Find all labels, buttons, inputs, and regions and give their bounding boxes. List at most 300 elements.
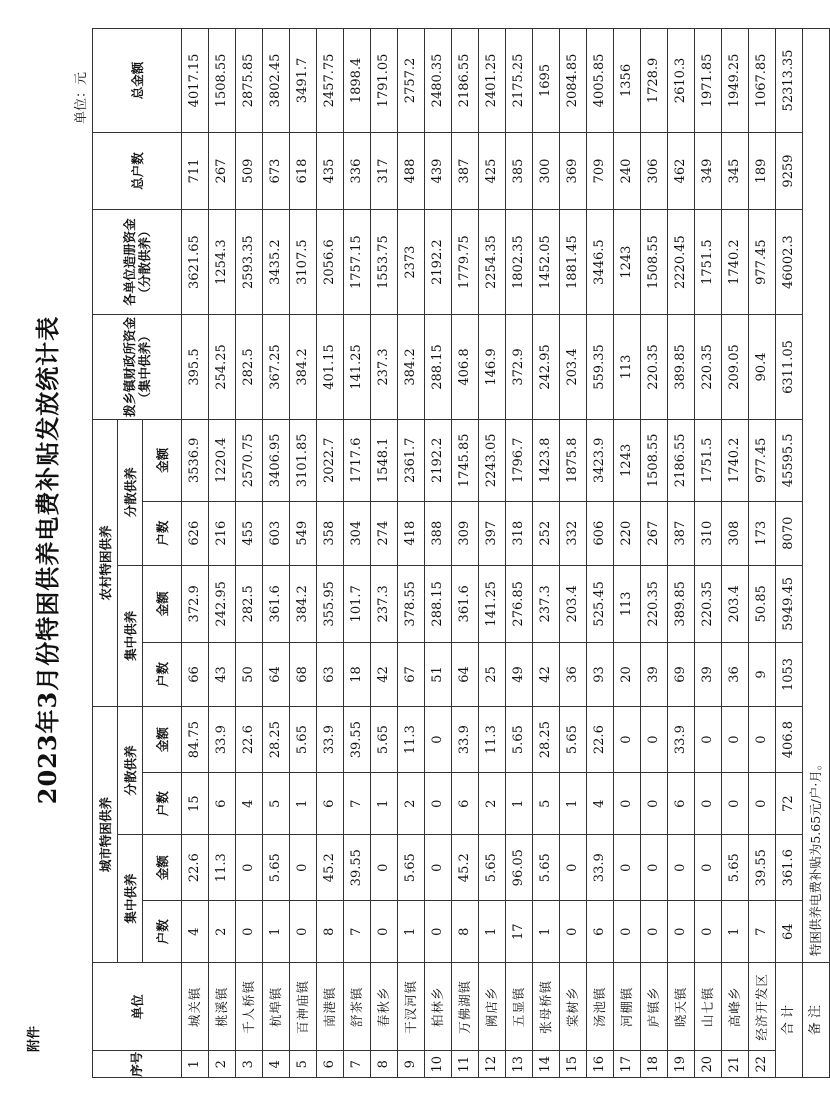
table-row xyxy=(695,29,722,1078)
cell: 5 xyxy=(533,773,560,835)
row-seq: 6 xyxy=(317,1051,344,1078)
cell: 0 xyxy=(641,835,668,901)
row-unit-name: 棠树乡 xyxy=(560,963,587,1051)
cell: 46002.3 xyxy=(776,210,803,315)
cell: 242.95 xyxy=(533,315,560,420)
cell: 43 xyxy=(209,642,236,706)
cell: 4017.15 xyxy=(182,29,209,133)
cell: 1548.1 xyxy=(371,419,398,501)
cell: 1745.85 xyxy=(452,419,479,501)
cell: 0 xyxy=(236,835,263,901)
cell: 3423.9 xyxy=(587,419,614,501)
cell: 1751.5 xyxy=(695,419,722,501)
cell: 64 xyxy=(776,901,803,963)
cell: 0 xyxy=(668,835,695,901)
cell: 2022.7 xyxy=(317,419,344,501)
cell: 45.2 xyxy=(317,835,344,901)
header-households: 户数 xyxy=(143,901,182,963)
cell: 2757.2 xyxy=(398,29,425,133)
cell: 5.65 xyxy=(479,835,506,901)
cell: 310 xyxy=(695,501,722,565)
cell: 300 xyxy=(533,132,560,209)
cell: 3802.45 xyxy=(263,29,290,133)
cell: 349 xyxy=(695,132,722,209)
cell: 387 xyxy=(452,132,479,209)
cell: 378.55 xyxy=(398,565,425,642)
cell: 0 xyxy=(722,773,749,835)
cell: 345 xyxy=(722,132,749,209)
cell: 355.95 xyxy=(317,565,344,642)
note-label: 备 注 xyxy=(803,963,830,1078)
cell: 389.85 xyxy=(668,315,695,420)
cell: 1423.8 xyxy=(533,419,560,501)
cell: 7 xyxy=(344,901,371,963)
cell: 5.65 xyxy=(533,835,560,901)
cell: 5.65 xyxy=(290,707,317,773)
cell: 0 xyxy=(290,835,317,901)
cell: 488 xyxy=(398,132,425,209)
row-seq: 20 xyxy=(695,1051,722,1078)
cell: 0 xyxy=(371,901,398,963)
note-row xyxy=(803,29,830,1078)
cell: 1 xyxy=(290,773,317,835)
cell: 0 xyxy=(668,901,695,963)
table-row xyxy=(425,29,452,1078)
cell: 626 xyxy=(182,501,209,565)
cell: 0 xyxy=(560,835,587,901)
row-unit-name: 干汊河镇 xyxy=(398,963,425,1051)
table-row xyxy=(209,29,236,1078)
cell: 2361.7 xyxy=(398,419,425,501)
cell: 389.85 xyxy=(668,565,695,642)
cell: 33.9 xyxy=(587,835,614,901)
cell: 209.05 xyxy=(722,315,749,420)
cell: 455 xyxy=(236,501,263,565)
cell: 1881.45 xyxy=(560,210,587,315)
cell: 33.9 xyxy=(452,707,479,773)
row-seq: 2 xyxy=(209,1051,236,1078)
cell: 220 xyxy=(614,501,641,565)
cell: 2186.55 xyxy=(668,419,695,501)
cell: 304 xyxy=(344,501,371,565)
table-row xyxy=(452,29,479,1078)
cell: 439 xyxy=(425,132,452,209)
header-amount: 金额 xyxy=(143,707,182,773)
header-rural: 农村特困供养 xyxy=(93,419,118,706)
cell: 1243 xyxy=(614,419,641,501)
cell: 2 xyxy=(479,773,506,835)
cell: 0 xyxy=(236,901,263,963)
cell: 42 xyxy=(371,642,398,706)
cell: 18 xyxy=(344,642,371,706)
row-seq: 11 xyxy=(452,1051,479,1078)
cell: 7 xyxy=(344,773,371,835)
row-unit-name: 杭埠镇 xyxy=(263,963,290,1051)
cell: 96.05 xyxy=(506,835,533,901)
cell: 93 xyxy=(587,642,614,706)
cell: 203.4 xyxy=(560,315,587,420)
cell: 5.65 xyxy=(506,707,533,773)
cell: 1452.05 xyxy=(533,210,560,315)
cell: 0 xyxy=(695,773,722,835)
cell: 1740.2 xyxy=(722,419,749,501)
cell: 1053 xyxy=(776,642,803,706)
cell: 254.25 xyxy=(209,315,236,420)
cell: 384.2 xyxy=(398,315,425,420)
row-unit-name: 春秋乡 xyxy=(371,963,398,1051)
row-unit-name: 经济开发区 xyxy=(749,963,776,1051)
table-row xyxy=(560,29,587,1078)
cell: 141.25 xyxy=(479,565,506,642)
header-seq: 序号 xyxy=(93,1051,182,1078)
table-row xyxy=(290,29,317,1078)
cell: 0 xyxy=(641,707,668,773)
cell: 6 xyxy=(668,773,695,835)
cell: 0 xyxy=(695,901,722,963)
cell: 0 xyxy=(641,901,668,963)
cell: 66 xyxy=(182,642,209,706)
cell: 0 xyxy=(614,901,641,963)
cell: 2593.35 xyxy=(236,210,263,315)
cell: 2457.75 xyxy=(317,29,344,133)
cell: 387 xyxy=(668,501,695,565)
cell: 4 xyxy=(236,773,263,835)
cell: 33.9 xyxy=(209,707,236,773)
cell: 418 xyxy=(398,501,425,565)
cell: 0 xyxy=(749,707,776,773)
cell: 0 xyxy=(425,835,452,901)
cell: 2056.6 xyxy=(317,210,344,315)
cell: 1757.15 xyxy=(344,210,371,315)
cell: 2875.85 xyxy=(236,29,263,133)
row-unit-name: 百神庙镇 xyxy=(290,963,317,1051)
cell: 1356 xyxy=(614,29,641,133)
table-row xyxy=(749,29,776,1078)
row-seq: 16 xyxy=(587,1051,614,1078)
row-unit-name: 桃溪镇 xyxy=(209,963,236,1051)
cell: 336 xyxy=(344,132,371,209)
cell: 0 xyxy=(614,773,641,835)
cell: 3435.2 xyxy=(263,210,290,315)
table-row xyxy=(641,29,668,1078)
cell: 1779.75 xyxy=(452,210,479,315)
cell: 0 xyxy=(425,773,452,835)
cell: 6 xyxy=(452,773,479,835)
row-seq: 15 xyxy=(560,1051,587,1078)
cell: 4 xyxy=(587,773,614,835)
cell: 9 xyxy=(749,642,776,706)
cell: 8 xyxy=(452,901,479,963)
cell: 141.25 xyxy=(344,315,371,420)
cell: 1220.4 xyxy=(209,419,236,501)
cell: 220.35 xyxy=(695,315,722,420)
cell: 1802.35 xyxy=(506,210,533,315)
cell: 618 xyxy=(290,132,317,209)
table-body xyxy=(182,29,776,1078)
cell: 3536.9 xyxy=(182,419,209,501)
table-row xyxy=(722,29,749,1078)
cell: 6 xyxy=(587,901,614,963)
cell: 1 xyxy=(371,773,398,835)
cell: 11.3 xyxy=(209,835,236,901)
cell: 3491.7 xyxy=(290,29,317,133)
cell: 51 xyxy=(425,642,452,706)
cell: 1728.9 xyxy=(641,29,668,133)
row-unit-name: 张母桥镇 xyxy=(533,963,560,1051)
cell: 3406.95 xyxy=(263,419,290,501)
header-amount: 金额 xyxy=(143,835,182,901)
cell: 5.65 xyxy=(263,835,290,901)
cell: 306 xyxy=(641,132,668,209)
cell: 282.5 xyxy=(236,315,263,420)
cell: 369 xyxy=(560,132,587,209)
row-seq: 12 xyxy=(479,1051,506,1078)
cell: 203.4 xyxy=(560,565,587,642)
row-seq: 22 xyxy=(749,1051,776,1078)
cell: 220.35 xyxy=(641,315,668,420)
cell: 52313.35 xyxy=(776,29,803,133)
cell: 388 xyxy=(425,501,452,565)
cell: 462 xyxy=(668,132,695,209)
unit-label: 单位：元 xyxy=(74,72,89,125)
table-row xyxy=(236,29,263,1078)
cell: 406.8 xyxy=(776,707,803,773)
cell: 242.95 xyxy=(209,565,236,642)
table-row xyxy=(371,29,398,1078)
header-amount: 金额 xyxy=(143,419,182,501)
header-town-fund: 拨乡镇财政所资金（集中供养） xyxy=(93,315,182,420)
cell: 406.8 xyxy=(452,315,479,420)
row-seq: 13 xyxy=(506,1051,533,1078)
header-urban-centralized: 集中供养 xyxy=(118,835,143,963)
table-row xyxy=(263,29,290,1078)
attachment-label: 附件 xyxy=(27,1026,42,1053)
cell: 39.55 xyxy=(749,835,776,901)
cell: 0 xyxy=(290,901,317,963)
cell: 237.3 xyxy=(533,565,560,642)
cell: 90.4 xyxy=(749,315,776,420)
row-seq: 4 xyxy=(263,1051,290,1078)
cell: 1553.75 xyxy=(371,210,398,315)
row-unit-name: 晓天镇 xyxy=(668,963,695,1051)
cell: 2401.25 xyxy=(479,29,506,133)
cell: 189 xyxy=(749,132,776,209)
cell: 606 xyxy=(587,501,614,565)
header-urban-dispersed: 分散供养 xyxy=(118,707,143,835)
table-row xyxy=(398,29,425,1078)
cell: 1740.2 xyxy=(722,210,749,315)
cell: 101.7 xyxy=(344,565,371,642)
cell: 288.15 xyxy=(425,565,452,642)
row-unit-name: 阙店乡 xyxy=(479,963,506,1051)
cell: 39 xyxy=(695,642,722,706)
cell: 282.5 xyxy=(236,565,263,642)
cell: 1067.85 xyxy=(749,29,776,133)
cell: 42 xyxy=(533,642,560,706)
cell: 317 xyxy=(371,132,398,209)
cell: 372.9 xyxy=(506,315,533,420)
cell: 50.85 xyxy=(749,565,776,642)
cell: 4 xyxy=(182,901,209,963)
cell: 267 xyxy=(209,132,236,209)
cell: 237.3 xyxy=(371,315,398,420)
cell: 3446.5 xyxy=(587,210,614,315)
cell: 39 xyxy=(641,642,668,706)
table-row xyxy=(344,29,371,1078)
cell: 17 xyxy=(506,901,533,963)
cell: 1 xyxy=(533,901,560,963)
cell: 2175.25 xyxy=(506,29,533,133)
cell: 3107.5 xyxy=(290,210,317,315)
cell: 22.6 xyxy=(587,707,614,773)
cell: 252 xyxy=(533,501,560,565)
cell: 1971.85 xyxy=(695,29,722,133)
cell: 64 xyxy=(263,642,290,706)
total-row xyxy=(776,29,803,1078)
header-urban: 城市特困供养 xyxy=(93,707,118,963)
table-row xyxy=(587,29,614,1078)
cell: 5.65 xyxy=(398,835,425,901)
cell: 39.55 xyxy=(344,835,371,901)
cell: 1 xyxy=(263,901,290,963)
cell: 0 xyxy=(560,901,587,963)
cell: 1791.05 xyxy=(371,29,398,133)
cell: 1717.6 xyxy=(344,419,371,501)
cell: 977.45 xyxy=(749,210,776,315)
cell: 8070 xyxy=(776,501,803,565)
header-rural-centralized: 集中供养 xyxy=(118,565,143,706)
cell: 1751.5 xyxy=(695,210,722,315)
cell: 2220.45 xyxy=(668,210,695,315)
row-seq: 3 xyxy=(236,1051,263,1078)
cell: 1796.7 xyxy=(506,419,533,501)
cell: 220.35 xyxy=(695,565,722,642)
cell: 8 xyxy=(317,901,344,963)
cell: 711 xyxy=(182,132,209,209)
cell: 2192.2 xyxy=(425,419,452,501)
cell: 1 xyxy=(722,901,749,963)
cell: 67 xyxy=(398,642,425,706)
cell: 0 xyxy=(425,901,452,963)
cell: 49 xyxy=(506,642,533,706)
cell: 28.25 xyxy=(533,707,560,773)
row-seq: 7 xyxy=(344,1051,371,1078)
header-households: 户数 xyxy=(143,642,182,706)
row-seq: 1 xyxy=(182,1051,209,1078)
cell: 549 xyxy=(290,501,317,565)
row-unit-name: 柏林乡 xyxy=(425,963,452,1051)
header-rural-dispersed: 分散供养 xyxy=(118,419,143,565)
cell: 113 xyxy=(614,315,641,420)
cell: 1695 xyxy=(533,29,560,133)
cell: 15 xyxy=(182,773,209,835)
cell: 361.6 xyxy=(776,835,803,901)
cell: 2186.55 xyxy=(452,29,479,133)
cell: 72 xyxy=(776,773,803,835)
cell: 173 xyxy=(749,501,776,565)
cell: 2 xyxy=(209,901,236,963)
cell: 33.9 xyxy=(668,707,695,773)
cell: 1 xyxy=(506,773,533,835)
cell: 64 xyxy=(452,642,479,706)
header-total-households: 总户数 xyxy=(93,132,182,209)
cell: 0 xyxy=(614,835,641,901)
cell: 2084.85 xyxy=(560,29,587,133)
cell: 559.35 xyxy=(587,315,614,420)
cell: 22.6 xyxy=(236,707,263,773)
row-seq: 14 xyxy=(533,1051,560,1078)
cell: 1949.25 xyxy=(722,29,749,133)
cell: 0 xyxy=(722,707,749,773)
row-unit-name: 山七镇 xyxy=(695,963,722,1051)
cell: 2 xyxy=(398,773,425,835)
cell: 0 xyxy=(749,773,776,835)
cell: 1898.4 xyxy=(344,29,371,133)
header-amount: 金额 xyxy=(143,565,182,642)
cell: 709 xyxy=(587,132,614,209)
cell: 113 xyxy=(614,565,641,642)
cell: 1 xyxy=(560,773,587,835)
cell: 0 xyxy=(371,835,398,901)
cell: 0 xyxy=(425,707,452,773)
cell: 425 xyxy=(479,132,506,209)
cell: 220.35 xyxy=(641,565,668,642)
cell: 401.15 xyxy=(317,315,344,420)
cell: 5.65 xyxy=(371,707,398,773)
cell: 3621.65 xyxy=(182,210,209,315)
row-unit-name: 千人桥镇 xyxy=(236,963,263,1051)
cell: 50 xyxy=(236,642,263,706)
cell: 33.9 xyxy=(317,707,344,773)
cell: 309 xyxy=(452,501,479,565)
cell: 216 xyxy=(209,501,236,565)
note-text: 特困供养电费补贴为5.65元/户·月。 xyxy=(803,29,830,963)
cell: 2192.2 xyxy=(425,210,452,315)
row-seq: 19 xyxy=(668,1051,695,1078)
row-unit-name: 舒茶镇 xyxy=(344,963,371,1051)
cell: 397 xyxy=(479,501,506,565)
header-unit: 单位 xyxy=(93,963,182,1051)
cell: 11.3 xyxy=(479,707,506,773)
cell: 525.45 xyxy=(587,565,614,642)
cell: 372.9 xyxy=(182,565,209,642)
cell: 69 xyxy=(668,642,695,706)
row-unit-name: 南港镇 xyxy=(317,963,344,1051)
cell: 385 xyxy=(506,132,533,209)
cell: 1508.55 xyxy=(641,419,668,501)
cell: 274 xyxy=(371,501,398,565)
cell: 267 xyxy=(641,501,668,565)
cell: 6311.05 xyxy=(776,315,803,420)
cell: 84.75 xyxy=(182,707,209,773)
header-total-amount: 总金额 xyxy=(93,29,182,133)
cell: 1243 xyxy=(614,210,641,315)
cell: 63 xyxy=(317,642,344,706)
cell: 0 xyxy=(641,773,668,835)
total-label: 合 计 xyxy=(776,963,803,1078)
table-row xyxy=(668,29,695,1078)
cell: 240 xyxy=(614,132,641,209)
cell: 288.15 xyxy=(425,315,452,420)
row-seq: 9 xyxy=(398,1051,425,1078)
cell: 276.85 xyxy=(506,565,533,642)
cell: 308 xyxy=(722,501,749,565)
cell: 45595.5 xyxy=(776,419,803,501)
cell: 45.2 xyxy=(452,835,479,901)
cell: 11.3 xyxy=(398,707,425,773)
cell: 20 xyxy=(614,642,641,706)
cell: 0 xyxy=(695,835,722,901)
